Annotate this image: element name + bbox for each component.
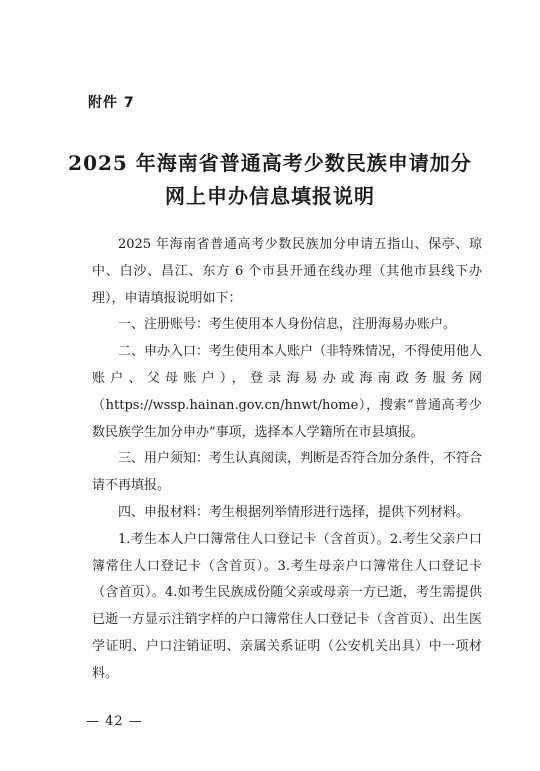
document-body bbox=[92, 232, 482, 688]
paragraph-intro: 2025 年海南省普通高考少数民族加分申请五指山、保亭、琼中、白沙、昌江、东方 6 个市县开通在线办理（其他市县线下办理），申请填报说明如下： bbox=[92, 237, 482, 306]
paragraph-user-notice: 三、用户须知：考生认真阅读，判断是否符合加分条件，不符合请不再填报。 bbox=[92, 451, 483, 494]
page-number: — 42 — bbox=[86, 714, 143, 729]
attachment-label: 附件 7 bbox=[88, 95, 135, 111]
document-title-line-1: 2025 年海南省普通高考少数民族申请加分 bbox=[68, 151, 472, 175]
paragraph-register-account: 一、注册账号：考生使用本人身份信息，注册海易办账户。 bbox=[118, 317, 457, 333]
paragraph-materials-list: 1.考生本人户口簿常住人口登记卡（含首页）。2.考生父亲户口簿常住人口登记卡（含首页）。3.考生母亲户口簿常住人口登记卡（含首页）。4.如考生民族成份随父亲或母亲一方已逝，考生需提供已逝一方显示注销字样的户口簿常住人口登记卡（含首页）、出生医学证明、户口注销证明、亲属关系证明（公安机关出具）中一项材料。 bbox=[92, 531, 482, 681]
paragraph-application-entry: 二、申办入口：考生使用本人账户（非特殊情况，不得使用他人账户、父母账户），登录海易办或海南政务服务网（https://wssp.hainan.gov.cn/hnwt/home），搜索“普通高考少数民族学生加分申办”事项，选择本人学籍所在市县填报。 bbox=[92, 344, 483, 440]
document-title-line-2: 网上申办信息填报说明 bbox=[165, 184, 375, 208]
paragraph-materials: 四、申报材料：考生根据列举情形进行选择，提供下列材料。 bbox=[118, 504, 470, 520]
